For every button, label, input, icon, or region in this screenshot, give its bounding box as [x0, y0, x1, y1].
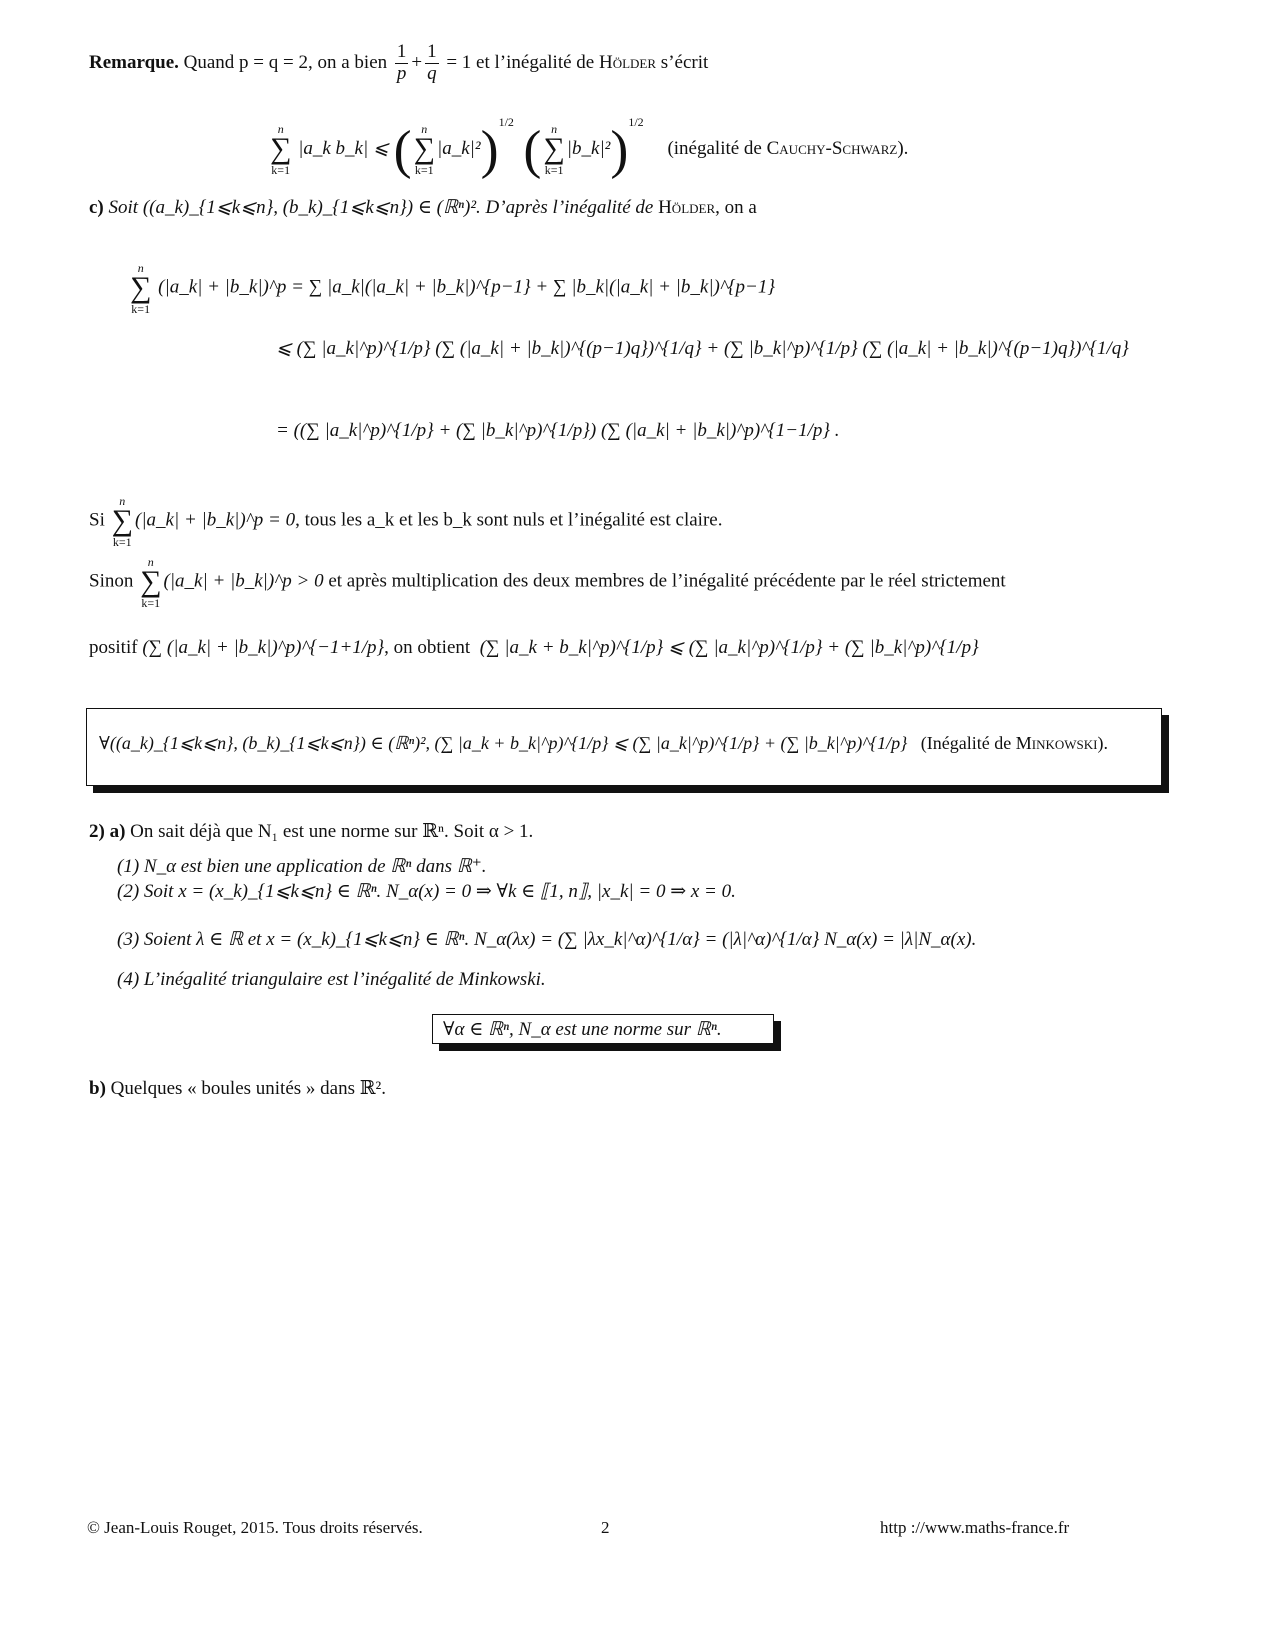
- derivation-row-1: n ∑ k=1 (|a_k| + |b_k|)^p = ∑ |a_k|(|a_k| + |b_k|)^{p−1} + ∑ |b_k|(|a_k| + |b_k|)^{p−1}: [130, 261, 775, 316]
- footer-url: http ://www.maths-france.fr: [880, 1518, 1070, 1537]
- fraction-1-over-p: $\frac{1}{p}$: [396, 41, 407, 84]
- remarque-text-b: = 1 et l’inégalité de: [446, 51, 595, 73]
- sinon-line: Sinon n ∑ k=1 (|a_k| + |b_k|)^p > 0 et après multiplication des deux membres de l’inégalité précédente par le réel strictement: [89, 555, 1006, 610]
- sum-symbol: n ∑ k=1: [270, 122, 292, 177]
- footer-copyright: © Jean-Louis Rouget, 2015. Tous droits réservés.: [87, 1518, 423, 1537]
- item-2: (2) Soit x = (x_k)_{1⩽k⩽n} ∈ ℝⁿ. N_α(x) = 0 ⇒ ∀k ∈ ⟦1, n⟧, |x_k| = 0 ⇒ x = 0.: [117, 881, 736, 902]
- item-1: (1) N_α est bien une application de ℝⁿ dans ℝ⁺.: [117, 856, 487, 877]
- part-c-text: Soit ((a_k)_{1⩽k⩽n}, (b_k)_{1⩽k⩽n}) ∈ (ℝⁿ)². D’après l’inégalité de: [108, 197, 654, 218]
- footer-page-number: 2: [601, 1518, 610, 1537]
- minkowski-box: ∀((a_k)_{1⩽k⩽n}, (b_k)_{1⩽k⩽n}) ∈ (ℝⁿ)², (∑ |a_k + b_k|^p)^{1/p} ⩽ (∑ |a_k|^p)^{1/p} + (∑ |b_k|^p)^{1/p} (Inégalité de Minkowski).: [86, 708, 1162, 786]
- part-c-line: c) Soit ((a_k)_{1⩽k⩽n}, (b_k)_{1⩽k⩽n}) ∈ (ℝⁿ)². D’après l’inégalité de Hölder, on a: [89, 197, 757, 218]
- derivation-row-2: ⩽ (∑ |a_k|^p)^{1/p} (∑ (|a_k| + |b_k|)^{(p−1)q})^{1/q} + (∑ |b_k|^p)^{1/p} (∑ (|a_k| + |b_k|)^{(p−1)q})^{1/q}: [276, 338, 1129, 359]
- remarque-label: Remarque.: [89, 51, 179, 73]
- part-2a-line: 2) a) On sait déjà que N₁ est une norme sur ℝⁿ. Soit α > 1.: [89, 821, 534, 842]
- item-4: (4) L’inégalité triangulaire est l’inégalité de Minkowski.: [117, 969, 546, 990]
- part-c-label: c): [89, 197, 104, 218]
- cauchy-schwarz-equation: n ∑ k=1 |a_k b_k| ⩽ ( n ∑ k=1 |a_k|²)$^{1/2}$ ( n ∑ k=1 |b_k|²)$^{1/2}$ (inégalité de Cauchy-Schwarz).: [270, 115, 909, 180]
- cauchy-schwarz-name: Cauchy-Schwarz: [766, 138, 898, 159]
- si-line: Si n ∑ k=1 (|a_k| + |b_k|)^p = 0, tous les a_k et les b_k sont nuls et l’inégalité est claire.: [89, 494, 723, 549]
- part-2b-label: b): [89, 1078, 106, 1099]
- remarque-text-a: Quand p = q = 2, on a bien: [183, 51, 388, 73]
- remarque-line: Remarque. Quand p = q = 2, on a bien $\frac{1}{p}$ + $\frac{1}{q}$ = 1 et l’inégalité de Hölder s’écrit: [89, 41, 709, 84]
- part-2b-line: b) Quelques « boules unités » dans ℝ².: [89, 1078, 386, 1099]
- fraction-1-over-q: $\frac{1}{q}$: [427, 41, 437, 84]
- norm-conclusion-box: [432, 1014, 774, 1044]
- minkowski-name: Minkowski: [1015, 733, 1098, 753]
- minkowski-inequality: ∀((a_k)_{1⩽k⩽n}, (b_k)_{1⩽k⩽n}) ∈ (ℝⁿ)², (∑ |a_k + b_k|^p)^{1/p} ⩽ (∑ |a_k|^p)^{1/p} + (∑ |b_k|^p)^{1/p}: [99, 733, 908, 753]
- derivation-row-3: = ((∑ |a_k|^p)^{1/p} + (∑ |b_k|^p)^{1/p}) (∑ (|a_k| + |b_k|)^p)^{1−1/p} .: [276, 420, 840, 441]
- item-3: (3) Soient λ ∈ ℝ et x = (x_k)_{1⩽k⩽n} ∈ ℝⁿ. N_α(λx) = (∑ |λx_k|^α)^{1/α} = (|λ|^α)^{1/α} N_α(x) = |λ|N_α(x).: [117, 929, 977, 950]
- norm-conclusion: ∀α ∈ ℝⁿ, N_α est une norme sur ℝⁿ.: [443, 1019, 722, 1040]
- positif-line: positif (∑ (|a_k| + |b_k|)^p)^{−1+1/p}, on obtient (∑ |a_k + b_k|^p)^{1/p} ⩽ (∑ |a_k|^p)^{1/p} + (∑ |b_k|^p)^{1/p}: [89, 637, 979, 658]
- remarque-text-c: s’écrit: [660, 51, 709, 73]
- holder-name: Hölder: [598, 51, 657, 73]
- part-2a-label: 2) a): [89, 821, 126, 842]
